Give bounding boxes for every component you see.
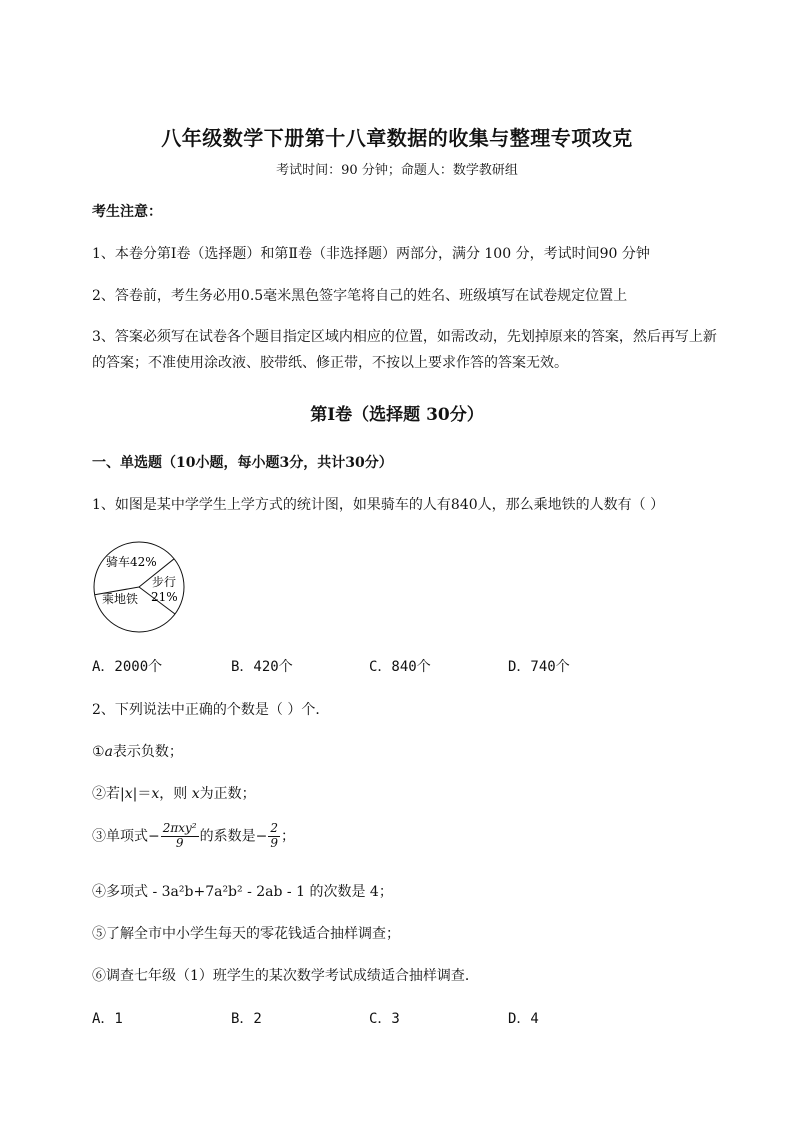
pie-chart [92, 534, 202, 638]
notice-item-3: 3、答案必须写在试卷各个题目指定区域内相应的位置，如需改动，先划掉原来的答案，然后再写上新 [92, 329, 717, 345]
statement-2-text: 为正数； [199, 786, 256, 802]
monomial-denominator: 9 [175, 835, 184, 850]
pie-label-walk-pct: 21% [151, 590, 178, 604]
question-2-stem: 2、下列说法中正确的个数是（ ）个． [92, 702, 330, 718]
statement-5: ⑤了解全市中小学生每天的零花钱适合抽样调查； [92, 926, 400, 942]
statement-3-end: ； [281, 828, 295, 845]
statement-3-minus: − [148, 828, 160, 845]
notice-item-2: 2、答卷前，考生务必用0.5毫米黑色签字笔将自己的姓名、班级填写在试卷规定位置上 [92, 288, 628, 304]
section-title: 第Ⅰ卷（选择题 30分） [310, 405, 484, 425]
q1-option-d: D．740个 [508, 659, 570, 675]
monomial-fraction [161, 822, 199, 851]
q1-option-c: C．840个 [369, 659, 431, 675]
statement-1-prefix: ① [92, 744, 105, 760]
q2-option-a: A．1 [92, 1011, 123, 1027]
q2-option-d: D．4 [508, 1011, 539, 1027]
document-title: 八年级数学下册第十八章数据的收集与整理专项攻克 [161, 126, 633, 150]
q1-option-b: B．420个 [231, 659, 293, 675]
statement-1-var: a [104, 744, 113, 760]
pie-label-walk-name: 步行 [152, 575, 177, 589]
statement-4: ④多项式 - 3a²b+7a²b² - 2ab - 1 的次数是 4； [92, 884, 393, 900]
statement-3-prefix: ③单项式 [92, 828, 148, 845]
statement-2-mid2: ，则 [159, 786, 192, 802]
exam-info: 考试时间：90 分钟；命题人：数学教研组 [276, 163, 518, 178]
notice-item-3-cont: 的答案；不准使用涂改液、胶带纸、修正带，不按以上要求作答的答案无效。 [92, 355, 568, 371]
coefficient-fraction [268, 822, 280, 851]
notice-item-1: 1、本卷分第Ⅰ卷（选择题）和第Ⅱ卷（非选择题）两部分，满分 100 分，考试时间90 分钟 [92, 246, 650, 262]
statement-3-minus2: − [255, 828, 268, 845]
q1-option-a: A．2000个 [92, 659, 163, 675]
statement-3 [92, 822, 295, 851]
statement-2-var3: x [191, 786, 200, 802]
statement-1-text: 表示负数； [112, 744, 183, 760]
statement-1 [92, 741, 183, 761]
part-heading: 一、单选题（10小题，每小题3分，共计30分） [92, 455, 393, 471]
coefficient-denominator: 9 [270, 835, 278, 850]
monomial-numerator: 2πxy² [162, 821, 197, 835]
statement-2-var2: x [151, 786, 160, 802]
question-1-stem: 1、如图是某中学学生上学方式的统计图，如果骑车的人有840人，那么乘地铁的人数有（ ） [92, 497, 665, 513]
statement-2-var: x [124, 786, 133, 802]
pie-label-bike: 骑车42% [106, 555, 157, 569]
statement-2 [92, 783, 256, 803]
coefficient-numerator: 2 [270, 821, 278, 835]
statement-3-mid: 的系数是 [199, 828, 256, 845]
statement-2-prefix: ②若| [92, 786, 125, 802]
q2-option-c: C．3 [369, 1011, 400, 1027]
q2-option-b: B．2 [231, 1011, 262, 1027]
pie-chart-svg [92, 534, 202, 638]
pie-label-subway: 乘地铁 [102, 592, 139, 606]
statement-6: ⑥调查七年级（1）班学生的某次数学考试成绩适合抽样调查． [92, 968, 479, 984]
notice-heading: 考生注意： [92, 204, 162, 220]
statement-2-mid: |＝ [132, 786, 152, 802]
